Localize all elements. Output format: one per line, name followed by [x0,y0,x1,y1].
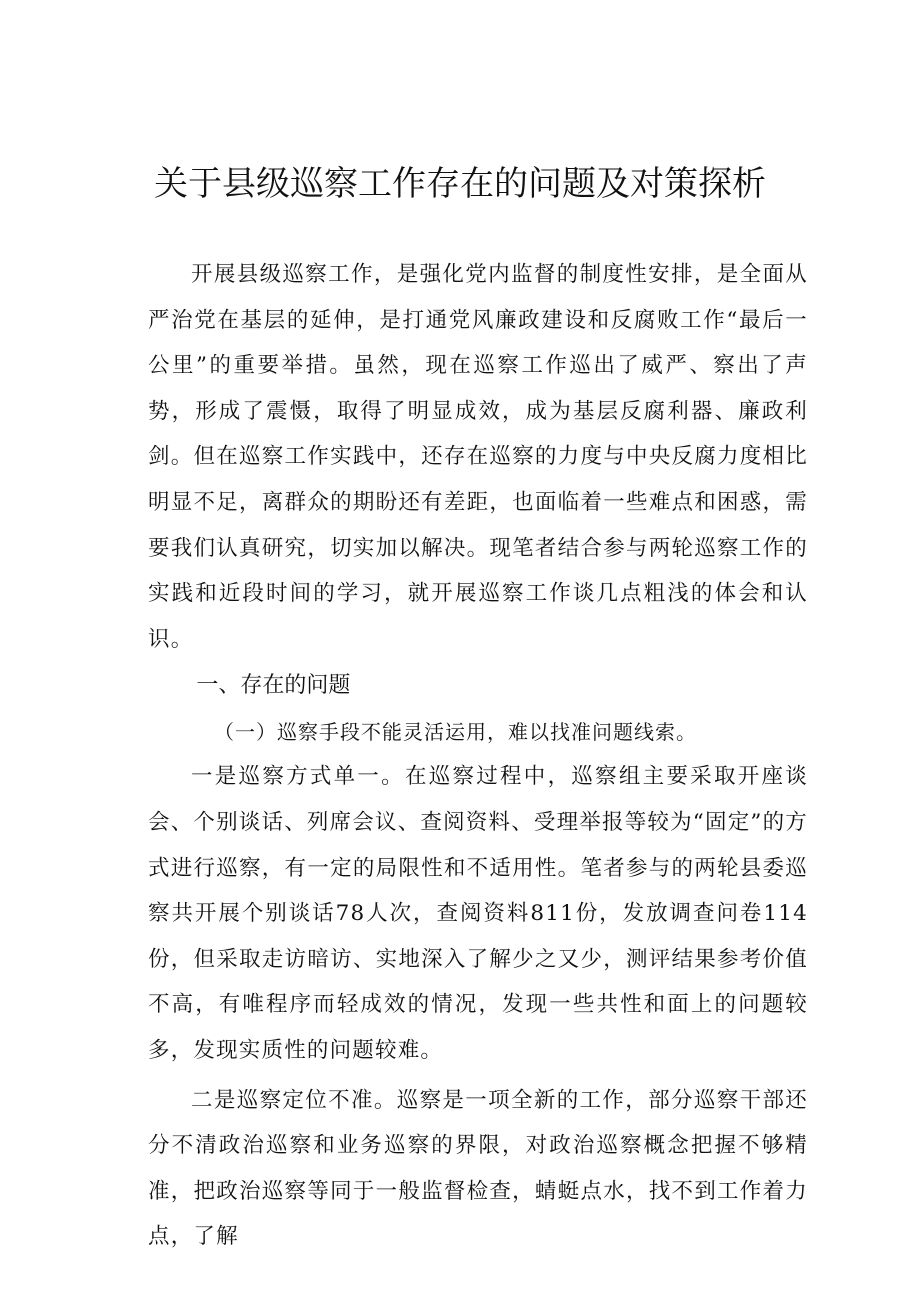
document-body [148,252,808,1260]
paragraph-inaccurate-positioning: 二是巡察定位不准。巡察是一项全新的工作，部分巡察干部还分不清政治巡察和业务巡察的界限，对政治巡察概念把握不够精准，把政治巡察等同于一般监督检查，蜻蜓点水，找不到工作着力点，了解 [148,1087,808,1250]
paragraph-single-method: 一是巡察方式单一。在巡察过程中，巡察组主要采取开座谈会、个别谈话、列席会议、查阅资料、受理举报等较为“固定”的方式进行巡察，有一定的局限性和不适用性。笔者参与的两轮县委巡察共开展个别谈话78人次，查阅资料811份，发放调查问卷114份，但采取走访暗访、实地深入了解少之又少，测评结果参考价值不高，有唯程序而轻成效的情况，发现一些共性和面上的问题较多，发现实质性的问题较难。 [148,764,808,1063]
intro-paragraph: 开展县级巡察工作，是强化党内监督的制度性安排，是全面从严治党在基层的延伸，是打通党风廉政建设和反腐败工作“最后一公里”的重要举措。虽然，现在巡察工作巡出了威严、察出了声势，形成了震慑，取得了明显成效，成为基层反腐利器、廉政利剑。但在巡察工作实践中，还存在巡察的力度与中央反腐力度相比明显不足，离群众的期盼还有差距，也面临着一些难点和困惑，需要我们认真研究，切实加以解决。现笔者结合参与两轮巡察工作的实践和近段时间的学习，就开展巡察工作谈几点粗浅的体会和认识。 [148,262,808,652]
subsection-heading-1: （一）巡察手段不能灵活运用，难以找准问题线索。 [214,720,697,745]
document-title: 关于县级巡察工作存在的问题及对策探析 [154,164,766,204]
section-heading-problems: 一、存在的问题 [196,673,351,699]
